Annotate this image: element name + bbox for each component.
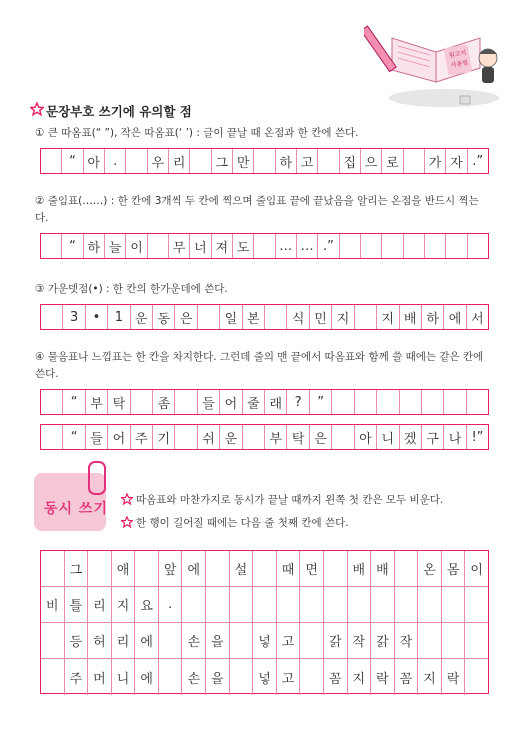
grid-cell (465, 587, 488, 622)
section-title: 문장부호 쓰기에 유의할 점 (46, 104, 192, 119)
grid-cell (418, 623, 442, 658)
grid-cell (135, 551, 159, 586)
grid-cell (371, 587, 395, 622)
grid-cell: 주 (65, 659, 89, 695)
grid-cell (243, 425, 265, 449)
grid-cell: 손 (182, 659, 206, 695)
grid-cell (318, 149, 339, 173)
grid-cell (41, 623, 65, 658)
grid-cell: . (105, 149, 126, 173)
grid-cell: .” (318, 234, 339, 258)
grid-cell: 작 (348, 623, 372, 658)
grid-cell: 비 (41, 587, 65, 622)
grid-cell: 그 (65, 551, 89, 586)
grid-cell (126, 149, 147, 173)
grid-cell: 늘 (105, 234, 126, 258)
grid-cell: .” (472, 153, 484, 169)
grid-cell: 주 (131, 425, 153, 449)
grid-cell (404, 149, 425, 173)
grid-cell (253, 587, 277, 622)
grid-cell (446, 234, 467, 258)
grid-cell: 틀 (65, 587, 89, 622)
grid-cell (395, 587, 419, 622)
grid-cell: 겠 (400, 425, 422, 449)
grid-cell (425, 234, 446, 258)
grid-cell: 어 (220, 390, 242, 414)
grid-row (41, 551, 488, 587)
grid-cell (230, 623, 254, 658)
grid-cell: 넣 (253, 623, 277, 658)
grid-cell: 무 (169, 234, 190, 258)
grid-cell: 서 (471, 311, 484, 327)
dictation-note-2: 한 행이 길어질 때에는 다음 줄 첫째 칸에 쓴다. (136, 517, 349, 529)
grid-cell (159, 623, 183, 658)
grid-cell: 하 (84, 234, 105, 258)
grid-cell (265, 305, 287, 329)
rule-2: ② 줄임표(……) : 한 칸에 3개씩 두 칸에 찍으며 줄임표 끝에 끝났음을 알리는 온점을 반드시 찍는다. (35, 195, 479, 224)
grid-cell: 니 (377, 425, 399, 449)
grid-cell: 리 (112, 623, 136, 658)
grid-cell: 본 (243, 305, 265, 329)
grid-cell (468, 234, 488, 258)
grid-cell (442, 623, 466, 658)
rule-3: ③ 가운뎃점(•) : 한 칸의 한가운데에 쓴다. (35, 283, 228, 295)
grid-cell: 고 (297, 149, 318, 173)
grid-cell: 애 (112, 551, 136, 586)
dictation-badge-label: 동시 쓰기 (44, 501, 108, 517)
grid-cell (300, 623, 324, 658)
grid-cell: 하 (276, 149, 297, 173)
grid-cell: 부 (265, 425, 287, 449)
grid-cell (253, 551, 277, 586)
grid-cell: 들 (198, 390, 220, 414)
grid-cell: 너 (190, 234, 211, 258)
grid-cell (300, 587, 324, 622)
grid-cell: 지 (332, 305, 354, 329)
grid-cell: 운 (220, 425, 242, 449)
rule-1: ① 큰 따옴표(“ ”), 작은 따옴표(‘ ’) : 글이 끝날 때 온점과 한 칸에 쓴다. (35, 127, 359, 139)
grid-cell (395, 551, 419, 586)
grid-cell (41, 551, 65, 586)
grid-cell (324, 587, 348, 622)
grid-cell (131, 390, 153, 414)
grid-cell (41, 305, 63, 329)
grid-cell (190, 149, 211, 173)
grid-cell (442, 587, 466, 622)
grid-cell (41, 149, 62, 173)
grid-cell: 배 (371, 551, 395, 586)
grid-cell: 기 (153, 425, 175, 449)
grid-cell (148, 234, 169, 258)
grid-cell: 은 (310, 425, 332, 449)
grid-cell: 나 (444, 425, 466, 449)
grid-cell (382, 234, 403, 258)
star-icon (121, 516, 133, 528)
grid-cell: 을 (206, 659, 230, 695)
grid-cell: “ (62, 234, 83, 258)
grid-cell: 탁 (287, 425, 309, 449)
grid-cell: 운 (131, 305, 153, 329)
grid-cell: 우 (148, 149, 169, 173)
grid-example-4 (40, 389, 489, 415)
grid-cell (324, 551, 348, 586)
grid-cell: 자 (446, 149, 467, 173)
grid-cell: 동 (153, 305, 175, 329)
grid-cell: 온 (418, 551, 442, 586)
grid-cell: 들 (86, 425, 108, 449)
grid-cell (444, 390, 466, 414)
grid-cell (206, 587, 230, 622)
grid-cell: 으 (361, 149, 382, 173)
grid-cell: 니 (112, 659, 136, 695)
grid-cell: 1 (108, 305, 130, 329)
grid-cell: 지 (418, 659, 442, 695)
grid-example-3 (40, 304, 489, 330)
grid-cell: 구 (422, 425, 444, 449)
grid-cell: 작 (395, 623, 419, 658)
grid-row (41, 587, 488, 623)
grid-cell: 래 (265, 390, 287, 414)
grid-cell: 갉 (324, 623, 348, 658)
grid-cell (254, 149, 275, 173)
grid-example-5 (40, 424, 489, 450)
grid-cell: 식 (287, 305, 309, 329)
grid-cell (465, 623, 488, 658)
grid-cell: “ (63, 425, 85, 449)
grid-cell: “ (62, 149, 83, 173)
grid-cell: 머 (88, 659, 112, 695)
grid-cell (404, 234, 425, 258)
grid-cell: 배 (348, 551, 372, 586)
grid-cell (422, 390, 444, 414)
illustration-label-line1: 원고지 (448, 49, 467, 60)
grid-cell: 앞 (159, 551, 183, 586)
grid-cell (41, 425, 63, 449)
grid-cell: 그 (212, 149, 233, 173)
grid-cell (254, 234, 275, 258)
manuscript-grid (40, 550, 489, 694)
grid-cell: 만 (233, 149, 254, 173)
grid-cell (182, 587, 206, 622)
grid-cell (175, 425, 197, 449)
grid-cell (41, 390, 63, 414)
grid-cell: 꼼 (395, 659, 419, 695)
rule-4: ④ 물음표나 느낌표는 한 칸을 차지한다. 그런데 줄의 맨 끝에서 따옴표와 함께 쓸 때에는 같은 칸에 쓴다. (35, 351, 484, 380)
grid-cell: 넣 (253, 659, 277, 695)
grid-cell: 좀 (153, 390, 175, 414)
grid-cell (355, 305, 377, 329)
grid-cell (465, 659, 488, 695)
grid-cell: 꼼 (324, 659, 348, 695)
grid-cell: 지 (112, 587, 136, 622)
grid-cell: 탁 (108, 390, 130, 414)
grid-cell: 리 (88, 587, 112, 622)
grid-example-2 (40, 233, 489, 259)
grid-cell (206, 551, 230, 586)
grid-cell: 이 (470, 563, 483, 578)
grid-cell: … (297, 234, 318, 258)
grid-cell: 몸 (442, 551, 466, 586)
grid-cell (230, 659, 254, 695)
grid-cell: … (276, 234, 297, 258)
grid-example-1 (40, 148, 489, 174)
grid-cell: ” (310, 390, 332, 414)
grid-cell: 일 (220, 305, 242, 329)
grid-cell: 어 (108, 425, 130, 449)
grid-cell (41, 659, 65, 695)
grid-cell: 하 (422, 305, 444, 329)
grid-cell (88, 551, 112, 586)
paperclip-icon (88, 461, 106, 495)
grid-cell (175, 390, 197, 414)
grid-cell: 지 (348, 659, 372, 695)
grid-cell: 3 (63, 305, 85, 329)
grid-cell (340, 234, 361, 258)
grid-cell (332, 425, 354, 449)
star-icon (121, 493, 133, 505)
grid-cell: 고 (277, 659, 301, 695)
grid-cell (332, 390, 354, 414)
grid-cell: . (159, 587, 183, 622)
grid-cell (300, 659, 324, 695)
grid-cell: 에 (135, 659, 159, 695)
grid-cell: 져 (212, 234, 233, 258)
grid-cell (41, 234, 62, 258)
grid-cell (230, 587, 254, 622)
grid-cell: 배 (400, 305, 422, 329)
grid-cell: 등 (65, 623, 89, 658)
grid-cell: 민 (310, 305, 332, 329)
grid-cell: 허 (88, 623, 112, 658)
grid-cell: • (86, 305, 108, 329)
grid-cell (361, 234, 382, 258)
grid-cell: 부 (86, 390, 108, 414)
grid-cell: 에 (182, 551, 206, 586)
grid-cell (418, 587, 442, 622)
illustration-label-line2: 사용법 (450, 59, 469, 70)
grid-cell (277, 587, 301, 622)
grid-cell: 때 (277, 551, 301, 586)
grid-cell: 이 (126, 234, 147, 258)
grid-cell: !” (471, 429, 484, 445)
grid-cell: “ (63, 390, 85, 414)
star-icon (30, 102, 44, 116)
grid-cell: 아 (355, 425, 377, 449)
grid-cell: 락 (442, 659, 466, 695)
grid-cell (198, 305, 220, 329)
grid-cell: 아 (84, 149, 105, 173)
grid-cell: 갉 (371, 623, 395, 658)
grid-cell: 리 (169, 149, 190, 173)
grid-cell: 락 (371, 659, 395, 695)
grid-cell: 고 (277, 623, 301, 658)
dictation-note-1: 따옴표와 마찬가지로 동시가 끝날 때까지 왼쪽 첫 칸은 모두 비운다. (136, 494, 444, 506)
grid-row (41, 659, 488, 695)
grid-cell: 쉬 (198, 425, 220, 449)
grid-cell (355, 390, 377, 414)
grid-cell (400, 390, 422, 414)
grid-cell: 로 (382, 149, 403, 173)
grid-cell (467, 390, 488, 414)
grid-cell (159, 659, 183, 695)
grid-cell: 가 (425, 149, 446, 173)
grid-cell: 설 (230, 551, 254, 586)
grid-cell (377, 390, 399, 414)
book-illustration (364, 18, 504, 110)
grid-cell: 요 (135, 587, 159, 622)
grid-cell: 면 (300, 551, 324, 586)
grid-cell: 줄 (243, 390, 265, 414)
grid-cell (348, 587, 372, 622)
grid-cell: ? (287, 390, 309, 414)
grid-row (41, 623, 488, 659)
grid-cell: 을 (206, 623, 230, 658)
grid-cell: 에 (135, 623, 159, 658)
grid-cell: 에 (444, 305, 466, 329)
grid-cell: 집 (340, 149, 361, 173)
grid-cell: 은 (175, 305, 197, 329)
grid-cell: 지 (377, 305, 399, 329)
grid-cell: 손 (182, 623, 206, 658)
grid-cell: 도 (233, 234, 254, 258)
